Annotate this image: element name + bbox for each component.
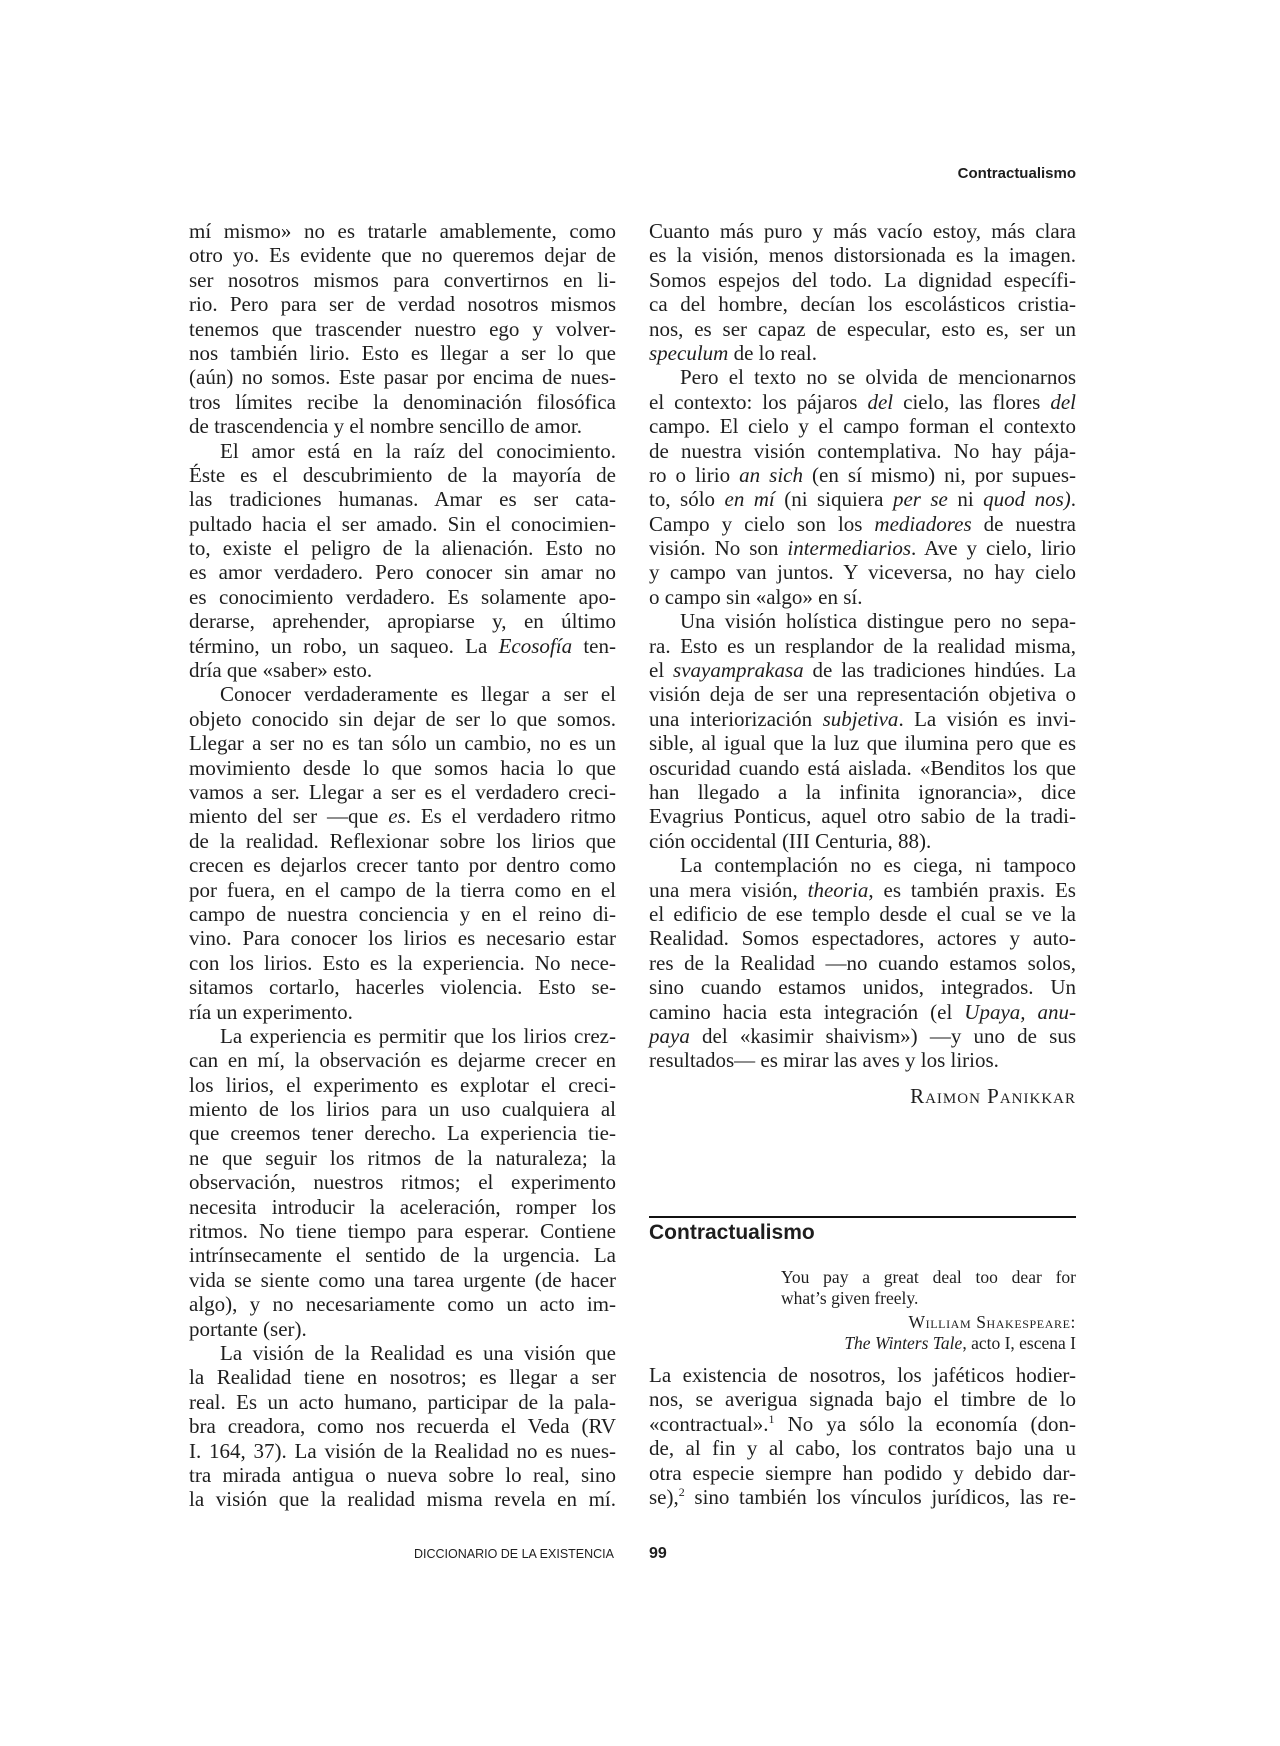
text-run: observación, nuestros ritmos; el experimento <box>189 1170 616 1195</box>
text-run: que creemos tener derecho. La experiencia tie- <box>189 1121 616 1146</box>
text-run: de nuestra <box>971 511 1077 536</box>
epigraph-attribution <box>844 1312 1076 1354</box>
paragraph <box>649 1363 1076 1509</box>
text-line <box>649 536 1076 560</box>
paragraph <box>189 439 616 683</box>
text-run: miento de los lirios para un uso cualquiera al <box>189 1097 616 1122</box>
text-run: ro o lirio <box>649 462 740 487</box>
text-line <box>649 780 1076 804</box>
text-run: camino hacia esta integración (el <box>649 999 965 1024</box>
text-line <box>649 926 1076 950</box>
text-run: las tradiciones humanas. Amar es ser cata- <box>189 487 616 512</box>
text-run: (ni siquiera <box>774 487 893 512</box>
text-line <box>649 756 1076 780</box>
text-line <box>189 951 616 975</box>
italic-text: theoria <box>807 877 869 902</box>
text-run: el contexto: los pájaros <box>649 389 868 414</box>
text-line <box>189 756 616 780</box>
text-run: Cuanto más puro y más vacío estoy, más clara <box>649 219 1076 243</box>
text-run: Conocer verdaderamente es llegar a ser el <box>220 682 616 707</box>
text-line <box>649 1024 1076 1048</box>
text-line <box>649 1461 1076 1485</box>
text-run: una mera visión, <box>649 877 808 902</box>
text-run: visión deja de ser una representación objetiva o <box>649 682 1076 707</box>
text-run: del «kasimir shaivism») —y uno de sus <box>689 1023 1076 1048</box>
text-run: vamos a ser. Llegar a ser es el verdadero creci- <box>189 779 616 804</box>
text-line <box>781 1267 1076 1288</box>
text-line <box>189 926 616 950</box>
text-run: la visión que la realidad misma revela en mí. <box>189 1487 616 1512</box>
text-line <box>189 658 616 682</box>
text-line <box>189 1390 616 1414</box>
text-line <box>189 1097 616 1121</box>
text-run: es amor verdadero. Pero conocer sin amar no <box>189 560 616 585</box>
footnote-marker: 2 <box>678 1484 685 1499</box>
text-run: nos también lirio. Esto es llegar a ser lo que <box>189 340 616 365</box>
text-run: miento del ser —que <box>189 804 389 829</box>
text-run: por fuera, en el campo de la tierra como en el <box>189 877 616 902</box>
text-line <box>189 1024 616 1048</box>
text-line <box>189 1268 616 1292</box>
text-run: La contemplación no es ciega, ni tampoco <box>680 853 1076 878</box>
text-run: nos, es ser capaz de especular, esto es, ser un <box>649 316 1076 341</box>
text-line <box>649 1048 1076 1072</box>
text-run: ne que seguir los ritmos de la naturaleza; la <box>189 1145 616 1170</box>
text-line <box>649 1363 1076 1387</box>
text-line <box>649 365 1076 389</box>
text-run: con los lirios. Esto es la experiencia. No nece- <box>189 950 616 975</box>
text-run: can en mí, la observación es dejarme crecer en <box>189 1048 616 1073</box>
text-run: Pero el texto no se olvida de mencionarnos <box>680 365 1076 390</box>
text-run: los lirios, el experimento es explotar el creci- <box>189 1072 616 1097</box>
text-line <box>189 1219 616 1243</box>
text-line <box>189 609 616 633</box>
italic-text: del <box>1050 389 1076 414</box>
text-line <box>189 1170 616 1194</box>
text-line <box>189 1073 616 1097</box>
text-line <box>649 268 1076 292</box>
text-run: «contractual». <box>649 1411 769 1436</box>
left-column <box>189 219 616 1512</box>
text-run: una interiorización <box>649 706 823 731</box>
entry-heading: Contractualismo <box>649 1221 815 1244</box>
text-run: otro yo. Es evidente que no queremos dejar de <box>189 243 616 268</box>
text-run: ría un experimento. <box>189 999 353 1024</box>
text-run: se), <box>649 1484 679 1509</box>
text-run: sitamos cortarlo, hacerles violencia. Esto se- <box>189 975 616 1000</box>
text-line <box>649 731 1076 755</box>
text-run: mí mismo» no es tratarle amablemente, como <box>189 219 616 243</box>
text-line <box>189 487 616 511</box>
text-run: el <box>649 658 674 683</box>
text-line <box>189 1292 616 1316</box>
text-line <box>649 292 1076 316</box>
text-run: (en sí mismo) ni, por supues- <box>803 462 1076 487</box>
text-line <box>649 902 1076 926</box>
text-run: Somos espejos del todo. La dignidad específi- <box>649 267 1076 292</box>
text-line <box>189 902 616 926</box>
text-run: tra mirada antigua o nueva sobre lo real, sino <box>189 1462 616 1487</box>
text-run: portante (ser). <box>189 1316 307 1341</box>
text-line <box>189 560 616 584</box>
text-run: tenemos que trascender nuestro ego y volver- <box>189 316 616 341</box>
text-line <box>189 1000 616 1024</box>
text-line <box>189 707 616 731</box>
text-run: . <box>1070 487 1076 512</box>
text-run: objeto conocido sin dejar de ser lo que somos. <box>189 706 616 731</box>
text-run: . Ave y cielo, lirio <box>911 536 1077 561</box>
text-line <box>189 414 616 438</box>
text-run: Campo y cielo son los <box>649 511 875 536</box>
text-line <box>189 780 616 804</box>
italic-text: svayamprakasa <box>673 658 804 683</box>
text-line <box>649 682 1076 706</box>
paragraph <box>189 1341 616 1512</box>
text-line <box>649 487 1076 511</box>
text-run: tros límites recibe la denominación filosófica <box>189 389 616 414</box>
text-line <box>189 1365 616 1389</box>
text-line <box>189 463 616 487</box>
text-run: de lo real. <box>728 340 817 365</box>
text-run: sino cuando estamos unidos, integrados. Un <box>649 975 1076 1000</box>
text-line <box>189 682 616 706</box>
text-run: ción occidental (III Centuria, 88). <box>649 828 932 853</box>
text-line <box>189 1146 616 1170</box>
page-number: 99 <box>649 1545 667 1562</box>
text-run: término, un robo, un saqueo. La <box>189 633 499 658</box>
text-run: han llegado a la infinita ignorancia», dice <box>649 779 1076 804</box>
text-run: ca del hombre, decían los escolásticos cristia- <box>649 292 1076 317</box>
text-run: , acto I, escena I <box>962 1333 1076 1353</box>
italic-text: speculum <box>649 340 729 365</box>
text-run: campo. El cielo y el campo forman el contexto <box>649 414 1076 439</box>
text-run: sible, al igual que la luz que ilumina pero que es <box>649 731 1076 756</box>
text-run: ritmos. No tiene tiempo para esperar. Contiene <box>189 1219 616 1244</box>
text-run: el edificio de ese templo desde el cual se ve la <box>649 901 1076 926</box>
text-line <box>649 878 1076 902</box>
text-line <box>189 268 616 292</box>
italic-text: Upaya, anu- <box>964 999 1076 1024</box>
italic-text: The Winters Tale <box>844 1333 963 1353</box>
text-run: movimiento desde lo que somos hacia lo que <box>189 755 616 780</box>
text-line <box>649 658 1076 682</box>
text-run: ser nosotros mismos para convertirnos en li- <box>189 267 616 292</box>
text-line <box>189 512 616 536</box>
paragraph <box>649 853 1076 1073</box>
text-line <box>649 1387 1076 1411</box>
text-line <box>649 609 1076 633</box>
epigraph-quote <box>781 1267 1076 1309</box>
text-line <box>649 1412 1076 1436</box>
text-run: res de la Realidad —no cuando estamos solos, <box>649 950 1076 975</box>
text-run: dría que «saber» esto. <box>189 658 373 683</box>
text-run: rio. Pero para ser de verdad nosotros mismos <box>189 292 616 317</box>
entry-author-signature: Raimon Panikkar <box>910 1084 1076 1108</box>
text-line <box>189 243 616 267</box>
right-column-text <box>649 219 1076 1073</box>
text-line <box>649 707 1076 731</box>
text-run: o campo sin «algo» en sí. <box>649 584 863 609</box>
text-run: de nuestra visión contemplativa. No hay pája- <box>649 438 1076 463</box>
text-line <box>649 243 1076 267</box>
text-line <box>649 853 1076 877</box>
text-line <box>649 219 1076 243</box>
italic-text: es <box>388 804 406 829</box>
text-line <box>649 1436 1076 1460</box>
text-run: La existencia de nosotros, los jaféticos hodier- <box>649 1363 1076 1387</box>
text-line <box>649 341 1076 365</box>
footnote-marker: 1 <box>768 1411 775 1426</box>
paragraph <box>781 1267 1076 1309</box>
text-line <box>189 829 616 853</box>
text-run: ten- <box>572 633 616 658</box>
text-run: intrínsecamente el sentido de la urgencia. La <box>189 1243 616 1268</box>
text-run: es la visión, menos distorsionada es la imagen. <box>649 243 1076 268</box>
text-run: bra creadora, como nos recuerda el Veda (RV <box>189 1414 616 1439</box>
text-run: resultados— es mirar las aves y los lirios. <box>649 1048 999 1073</box>
italic-text: subjetiva <box>822 706 899 731</box>
text-run: cielo, las flores <box>893 389 1051 414</box>
text-line <box>189 1487 616 1511</box>
paragraph <box>649 609 1076 853</box>
text-run: what’s given freely. <box>781 1288 919 1308</box>
text-run: vida se siente como una tarea urgente (de hacer <box>189 1267 616 1292</box>
entry-divider-rule <box>649 1216 1076 1218</box>
paragraph <box>189 1024 616 1341</box>
text-run: You pay a great deal too dear for <box>781 1267 1076 1287</box>
text-run: real. Es un acto humano, participar de la pala- <box>189 1389 616 1414</box>
italic-text: per se <box>892 487 948 512</box>
text-run: (aún) no somos. Este pasar por encima de nues- <box>189 365 616 390</box>
text-run: La experiencia es permitir que los lirios crez- <box>220 1023 616 1048</box>
text-line <box>189 731 616 755</box>
italic-text: an sich <box>739 462 803 487</box>
paragraph <box>189 219 616 439</box>
text-run: . La visión es invi- <box>898 706 1076 731</box>
text-line <box>649 560 1076 584</box>
text-run: Una visión holística distingue pero no sepa- <box>680 609 1076 634</box>
text-run: Éste es el descubrimiento de la mayoría de <box>189 462 616 487</box>
text-line <box>649 463 1076 487</box>
text-run: Realidad. Somos espectadores, actores y auto- <box>649 926 1076 951</box>
text-line <box>649 1000 1076 1024</box>
footer-book-title: DICCIONARIO DE LA EXISTENCIA <box>413 1547 614 1561</box>
text-line <box>649 975 1076 999</box>
text-line <box>649 414 1076 438</box>
text-run: . Es el verdadero ritmo <box>405 804 616 829</box>
paragraph <box>189 682 616 1023</box>
text-run: otra especie siempre han podido y debido dar- <box>649 1460 1076 1485</box>
text-line <box>649 951 1076 975</box>
paragraph <box>649 365 1076 609</box>
text-run: oscuridad cuando está aislada. «Benditos los que <box>649 755 1076 780</box>
italic-text: intermediarios <box>787 536 912 561</box>
text-line <box>649 317 1076 341</box>
text-line <box>189 292 616 316</box>
text-run: necesita introducir la aceleración, romper los <box>189 1194 616 1219</box>
text-line <box>649 804 1076 828</box>
italic-text: en mí <box>724 487 775 512</box>
text-run: y campo van juntos. Y viceversa, no hay cielo <box>649 560 1076 585</box>
text-run: nos, se averigua signada bajo el timbre de lo <box>649 1387 1076 1412</box>
text-run: vino. Para conocer los lirios es necesario estar <box>189 926 616 951</box>
text-line <box>189 1414 616 1438</box>
text-run: derarse, aprehender, apropiarse y, en último <box>189 609 616 634</box>
text-run: sino también los vínculos jurídicos, las re- <box>684 1484 1076 1509</box>
text-line <box>189 317 616 341</box>
text-run: pultado hacia el ser amado. Sin el conocimien- <box>189 511 616 536</box>
text-line <box>189 585 616 609</box>
text-line <box>189 1048 616 1072</box>
text-line <box>189 439 616 463</box>
text-line <box>649 585 1076 609</box>
text-run: la Realidad tiene en nosotros; es llegar a ser <box>189 1365 616 1390</box>
attribution-work <box>844 1333 1076 1354</box>
text-run: I. 164, 37). La visión de la Realidad no es nues- <box>189 1438 616 1463</box>
text-line <box>189 1439 616 1463</box>
text-line <box>189 634 616 658</box>
running-header: Contractualismo <box>957 165 1076 182</box>
text-line <box>189 1463 616 1487</box>
text-run: , es también praxis. Es <box>868 877 1076 902</box>
text-line <box>649 634 1076 658</box>
text-run: El amor está en la raíz del conocimiento. <box>220 438 616 463</box>
text-run: es conocimiento verdadero. Es solamente apo- <box>189 584 616 609</box>
text-line <box>189 853 616 877</box>
text-line <box>649 512 1076 536</box>
text-line <box>189 219 616 243</box>
entry-body <box>649 1363 1076 1509</box>
text-run: de las tradiciones hindúes. La <box>803 658 1077 683</box>
text-line <box>189 975 616 999</box>
attribution-author: William Shakespeare: <box>908 1312 1076 1332</box>
italic-text: quod nos) <box>983 487 1071 512</box>
italic-text: del <box>867 389 894 414</box>
text-run: algo), y no necesariamente como un acto im- <box>189 1292 616 1317</box>
text-run: Evagrius Ponticus, aquel otro sabio de la tradi- <box>649 804 1076 829</box>
text-run: No ya sólo la economía (don- <box>774 1411 1076 1436</box>
text-run: visión. No son <box>649 536 788 561</box>
text-run: ni <box>947 487 984 512</box>
text-run: ra. Esto es un resplandor de la realidad misma, <box>649 633 1076 658</box>
text-line <box>781 1288 1076 1309</box>
text-run: crecen es dejarlos crecer tanto por dentro como <box>189 853 616 878</box>
text-run: Llegar a ser no es tan sólo un cambio, no es un <box>189 731 616 756</box>
text-line <box>189 1317 616 1341</box>
text-run: de trascendencia y el nombre sencillo de amor. <box>189 414 583 439</box>
text-run: to, sólo <box>649 487 725 512</box>
text-line <box>189 1121 616 1145</box>
text-line <box>189 878 616 902</box>
italic-text: paya <box>649 1023 690 1048</box>
text-line <box>189 1341 616 1365</box>
text-line <box>189 390 616 414</box>
text-line <box>649 829 1076 853</box>
text-line <box>649 439 1076 463</box>
text-line <box>189 341 616 365</box>
text-line <box>649 1485 1076 1509</box>
text-line <box>189 365 616 389</box>
text-line <box>649 390 1076 414</box>
text-run: de, al fin y al cabo, los contratos bajo una u <box>649 1436 1076 1461</box>
text-line <box>189 536 616 560</box>
text-line <box>189 804 616 828</box>
text-run: campo de nuestra conciencia y en el reino di- <box>189 901 616 926</box>
paragraph <box>649 219 1076 365</box>
text-line <box>189 1195 616 1219</box>
text-run: to, existe el peligro de la alienación. Esto no <box>189 536 616 561</box>
italic-text: mediadores <box>874 511 972 536</box>
text-line <box>189 1243 616 1267</box>
italic-text: Ecosofía <box>498 633 573 658</box>
text-run: de la realidad. Reflexionar sobre los lirios que <box>189 828 616 853</box>
text-run: La visión de la Realidad es una visión que <box>220 1340 616 1365</box>
